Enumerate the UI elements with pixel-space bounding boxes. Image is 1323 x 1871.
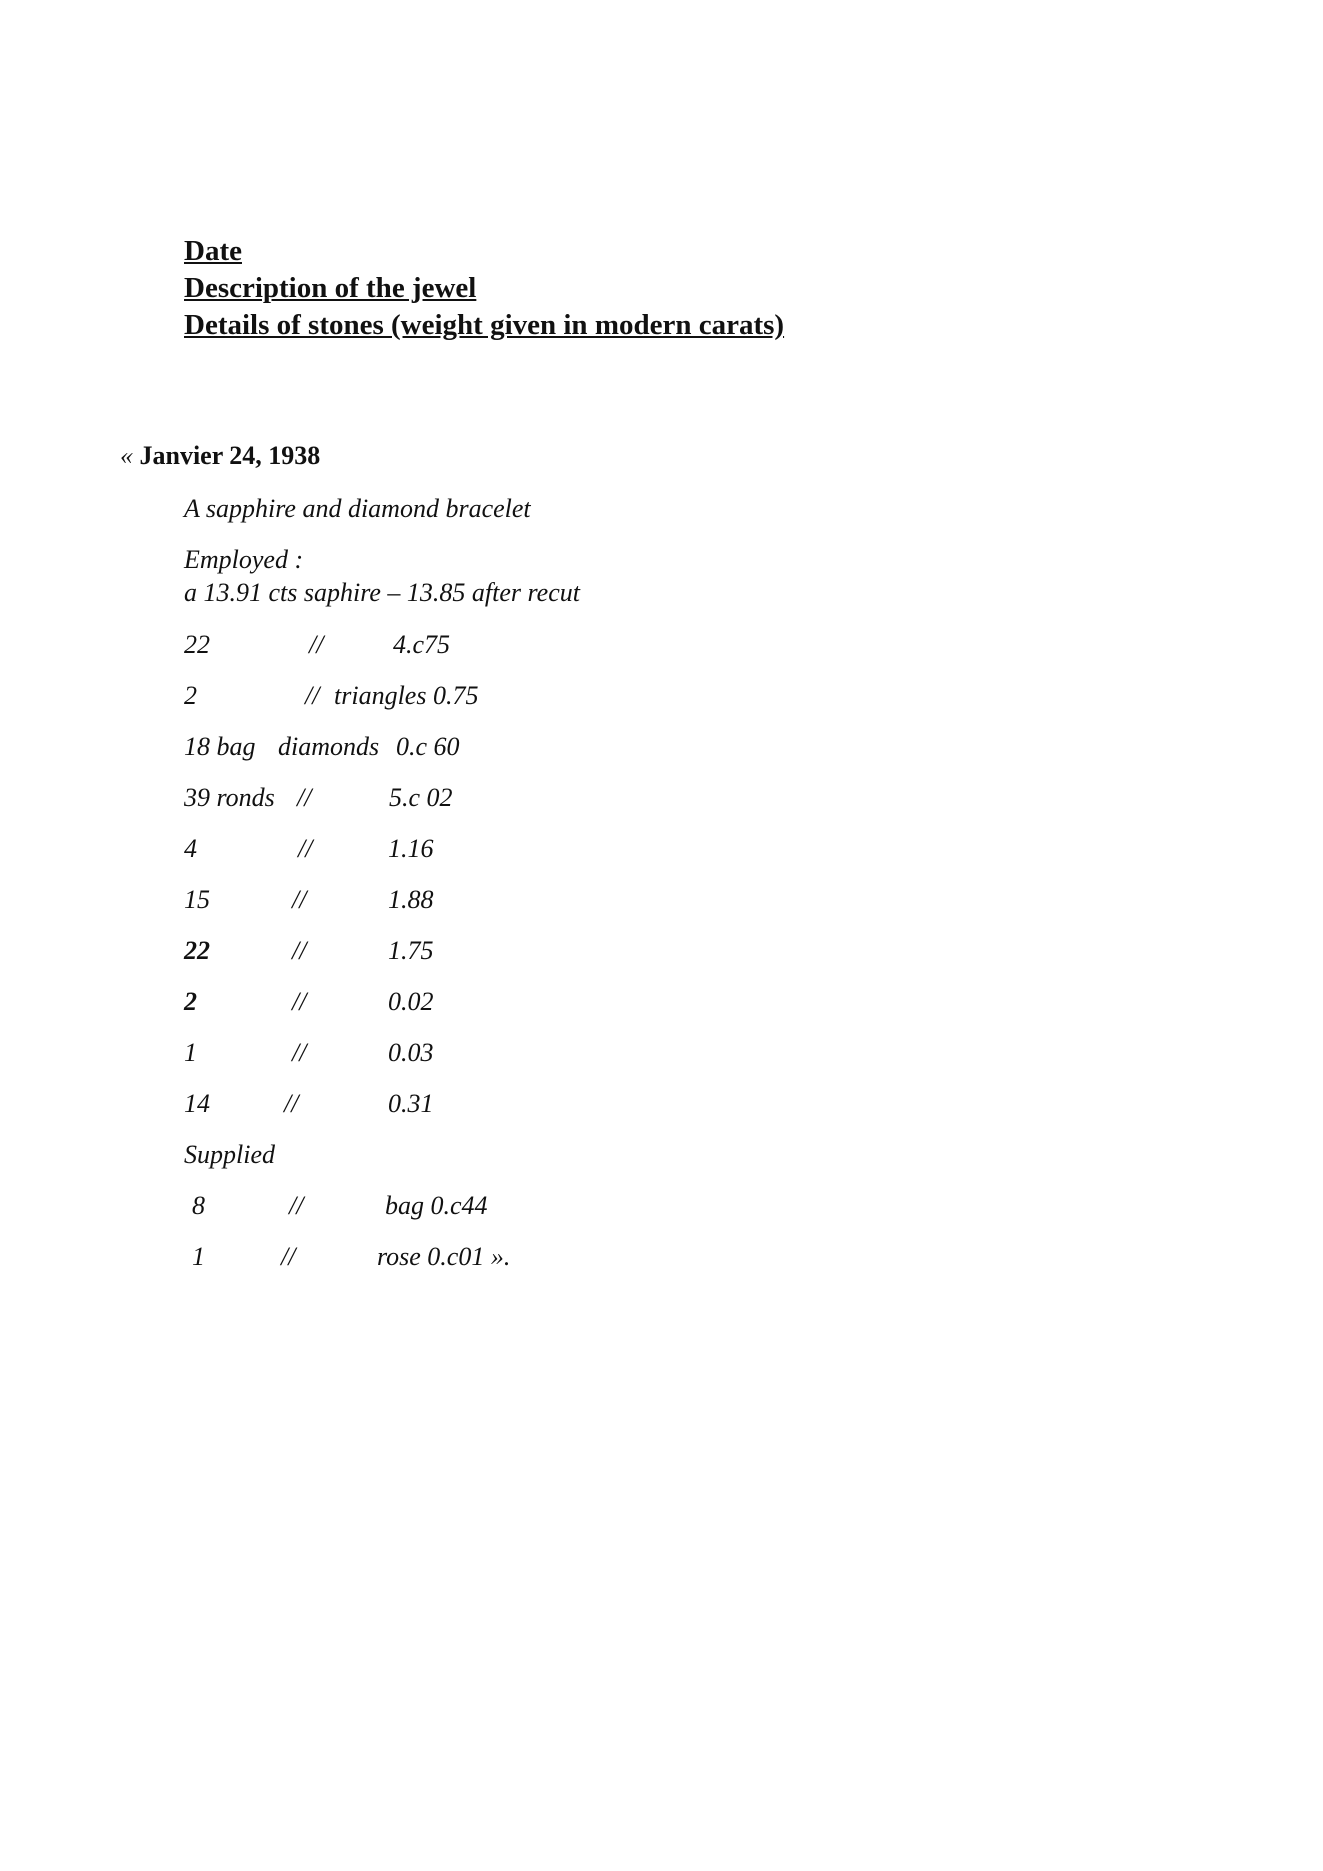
stone-weight: 0.02: [388, 987, 434, 1016]
stone-count: 4: [184, 834, 197, 863]
main-stone-line: a 13.91 cts saphire – 13.85 after recut: [184, 578, 580, 607]
heading-stone-details: Details of stones (weight given in modern carats): [184, 309, 785, 341]
stone-count: 22: [184, 630, 210, 659]
stone-count: 14: [184, 1089, 210, 1118]
stone-weight: 1.16: [388, 834, 434, 863]
stone-weight: 1.88: [388, 885, 434, 914]
stone-count: 39 ronds: [184, 783, 275, 812]
stone-weight: bag 0.c44: [385, 1191, 488, 1220]
ditto-mark: //: [292, 987, 307, 1016]
ditto-mark: //: [297, 783, 312, 812]
ditto-mark: //: [292, 1038, 307, 1067]
stone-weight: triangles 0.75: [334, 681, 479, 710]
stone-count: 18 bag: [184, 732, 256, 761]
stone-weight: 5.c 02: [389, 783, 453, 812]
stone-count: 8: [192, 1191, 205, 1220]
entry-date: Janvier 24, 1938: [139, 441, 321, 470]
ditto-mark: //: [292, 936, 307, 965]
stone-count: 15: [184, 885, 210, 914]
ditto-mark: //: [289, 1191, 304, 1220]
stone-weight: 0.c 60: [396, 732, 460, 761]
stone-weight: 0.31: [388, 1089, 434, 1118]
jewel-description: A sapphire and diamond bracelet: [184, 494, 531, 523]
ditto-mark: //: [284, 1089, 299, 1118]
stone-weight: 4.c75: [393, 630, 451, 659]
ditto-mark: //: [281, 1242, 296, 1271]
stone-weight: rose 0.c01 ».: [377, 1242, 511, 1271]
ditto-mark: //: [309, 630, 324, 659]
open-quote: «: [120, 441, 133, 470]
ditto-mark: //: [298, 834, 313, 863]
ditto-mark: //: [305, 681, 320, 710]
stone-count: 1: [184, 1038, 197, 1067]
stone-count: 2: [184, 681, 197, 710]
heading-description: Description of the jewel: [184, 272, 477, 304]
stone-count: 1: [192, 1242, 205, 1271]
stone-weight: 1.75: [388, 936, 434, 965]
entry-date-line: [120, 441, 320, 471]
stone-type: diamonds: [278, 732, 380, 761]
stone-count: 2: [184, 987, 197, 1016]
column-headings: [184, 233, 784, 344]
supplied-label: Supplied: [184, 1140, 275, 1169]
employed-label: Employed :: [184, 545, 304, 574]
heading-date: Date: [184, 235, 242, 267]
ditto-mark: //: [292, 885, 307, 914]
stone-weight: 0.03: [388, 1038, 434, 1067]
stone-count: 22: [184, 936, 210, 965]
